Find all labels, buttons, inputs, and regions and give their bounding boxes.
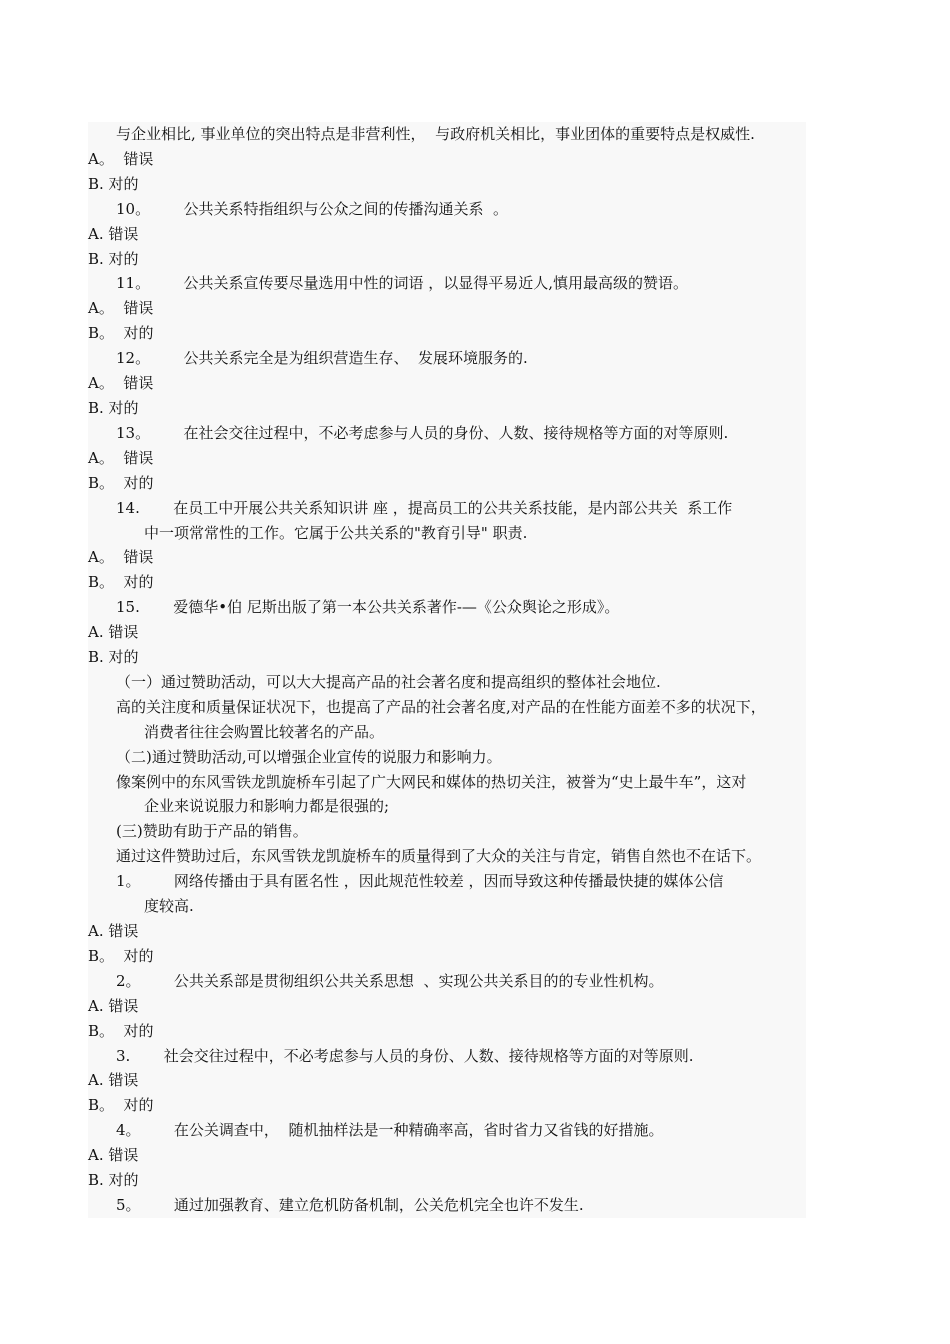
question-line: 14. 在员工中开展公共关系知识讲 座 ，提高员工的公共关系技能，是内部公共关 系工作 (116, 498, 733, 517)
answer-option: A. 错误 (88, 996, 139, 1015)
answer-option: B. 对的 (88, 249, 139, 268)
answer-option: A。 错误 (88, 149, 154, 168)
question-line: 2。 公共关系部是贯彻组织公共关系思想 、实现公共关系目的的专业性机构。 (116, 971, 664, 990)
question-line: 4。 在公关调查中， 随机抽样法是一种精确率高，省时省力又省钱的好措施。 (116, 1121, 664, 1140)
answer-option: B. 对的 (88, 1171, 139, 1190)
question-line: 10。 公共关系特指组织与公众之间的传播沟通关系 。 (116, 199, 509, 218)
answer-option: B. 对的 (88, 648, 139, 667)
paragraph-line: 高的关注度和质量保证状况下，也提高了产品的社会著名度,对产品的在性能方面差不多的状况下， (116, 697, 766, 716)
question-line: 11。 公共关系宣传要尽量选用中性的词语 ，以显得平易近人,慎用最高级的赞语。 (116, 274, 689, 293)
answer-option: B。 对的 (88, 946, 154, 965)
answer-option: A. 错误 (88, 623, 139, 642)
answer-option: B。 对的 (88, 1096, 154, 1115)
question-line: 1。 网络传播由于具有匿名性 ，因此规范性较差 ，因而导致这种传播最快捷的媒体公信 (116, 872, 724, 891)
answer-option: A。 错误 (88, 374, 154, 393)
question-line: 13。 在社会交往过程中，不必考虑参与人员的身份、人数、接待规格等方面的对等原则. (116, 423, 729, 442)
answer-option: A. 错误 (88, 224, 139, 243)
paragraph-line: 通过这件赞助过后，东风雪铁龙凯旋桥车的质量得到了大众的关注与肯定，销售自然也不在话下。 (116, 847, 762, 866)
paragraph-line: （一）通过赞助活动，可以大大提高产品的社会著名度和提高组织的整体社会地位. (116, 672, 661, 691)
continuation-line: 中一项常常性的工作。它属于公共关系的"教育引导" 职责. (144, 523, 528, 542)
paragraph-line: 像案例中的东风雪铁龙凯旋桥车引起了广大网民和媒体的热切关注，被誉为“史上最牛车”，这对 (116, 772, 747, 791)
question-line: 15. 爱德华•伯 尼斯出版了第一本公共关系著作-—《公众舆论之形成》。 (116, 598, 620, 617)
answer-option: A。 错误 (88, 299, 154, 318)
continuation-line: 消费者往往会购置比较著名的产品。 (144, 722, 385, 741)
answer-option: B。 对的 (88, 1021, 154, 1040)
answer-option: B. 对的 (88, 398, 139, 417)
answer-option: A. 错误 (88, 922, 139, 940)
answer-option: B. 对的 (88, 174, 139, 193)
continuation-line: 企业来说说服力和影响力都是很强的; (144, 797, 390, 816)
paragraph-line: (三)赞助有助于产品的销售。 (116, 822, 308, 841)
answer-option: B。 对的 (88, 573, 154, 592)
paragraph-line: 与企业相比, 事业单位的突出特点是非营利性， 与政府机关相比，事业团体的重要特点是权威性. (116, 125, 755, 143)
continuation-line: 度较高. (144, 897, 194, 916)
answer-option: A。 错误 (88, 548, 154, 567)
answer-option: A. 错误 (88, 1071, 139, 1090)
answer-option: A. 错误 (88, 1146, 139, 1165)
answer-option: B。 对的 (88, 473, 154, 492)
answer-option: B。 对的 (88, 324, 154, 343)
paragraph-line: （二)通过赞助活动,可以增强企业宣传的说服力和影响力。 (116, 747, 502, 766)
question-line: 5。 通过加强教育、建立危机防备机制，公关危机完全也许不发生. (116, 1195, 584, 1214)
question-line: 3. 社会交往过程中，不必考虑参与人员的身份、人数、接待规格等方面的对等原则. (116, 1046, 694, 1065)
document-body (88, 122, 806, 1218)
answer-option: A。 错误 (88, 448, 154, 467)
question-line: 12。 公共关系完全是为组织营造生存、 发展环境服务的. (116, 349, 528, 368)
